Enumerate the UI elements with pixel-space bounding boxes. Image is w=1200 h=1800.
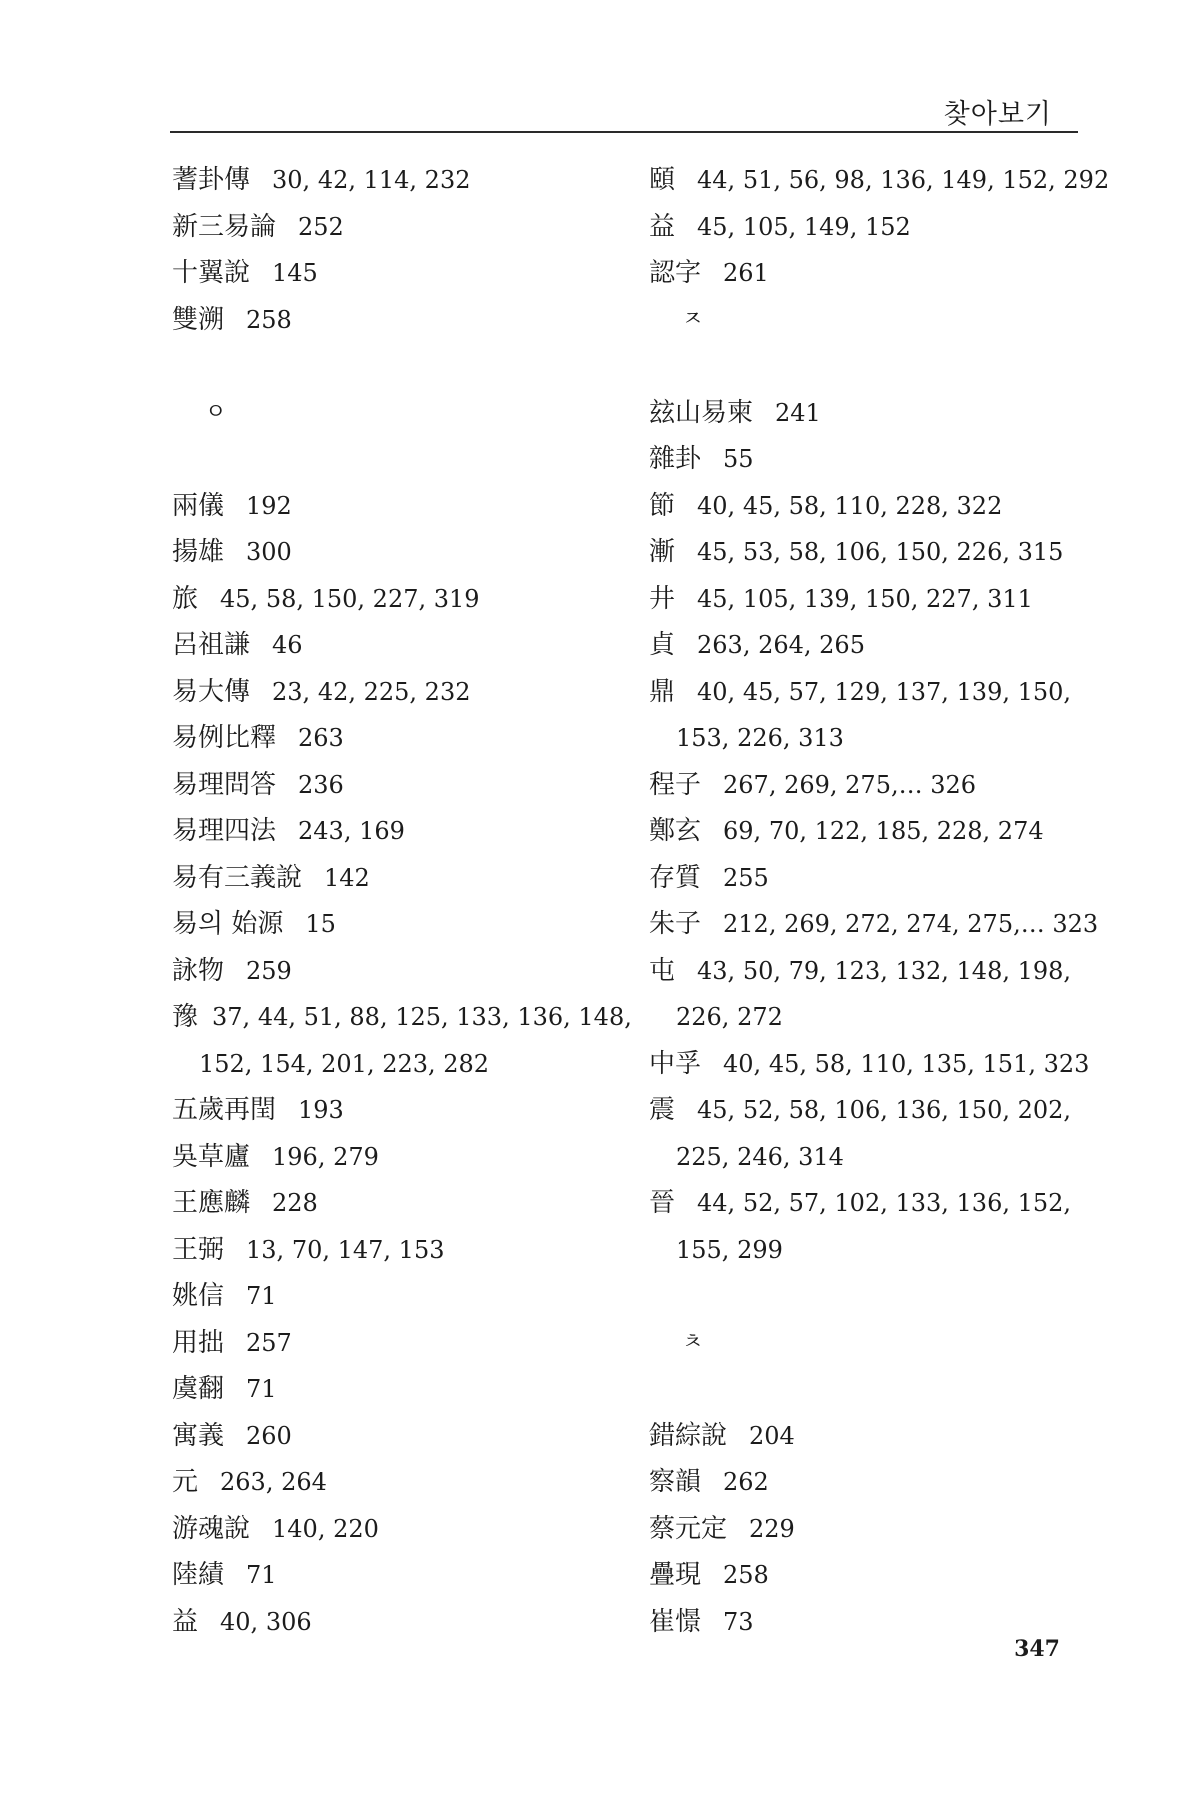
- index-term: 震: [649, 1095, 676, 1125]
- index-pages: 267, 269, 275,… 326: [723, 770, 977, 799]
- index-term: 晉: [649, 1188, 676, 1218]
- index-pages: 73: [723, 1607, 754, 1636]
- index-entry: [172, 297, 622, 344]
- index-pages: 13, 70, 147, 153: [246, 1235, 445, 1264]
- index-entry: [172, 250, 622, 297]
- index-pages: 40, 45, 58, 110, 228, 322: [697, 491, 1003, 520]
- index-entry: [172, 622, 622, 669]
- page-number: 347: [1014, 1636, 1060, 1662]
- index-entry: [649, 669, 1084, 716]
- index-pages: 262: [723, 1468, 769, 1496]
- index-entry: [172, 204, 622, 251]
- index-entry: [649, 855, 1084, 902]
- index-term: 呂祖謙: [172, 630, 251, 660]
- index-entry: [172, 157, 622, 204]
- index-entry: [172, 855, 622, 902]
- index-pages: 192: [246, 491, 292, 520]
- index-term: 兩儀: [172, 490, 225, 521]
- index-entry: [172, 1413, 622, 1460]
- index-entry: [649, 483, 1084, 530]
- index-pages: 43, 50, 79, 123, 132, 148, 198,: [697, 956, 1072, 985]
- index-pages: 196, 279: [272, 1142, 379, 1171]
- index-pages: 212, 269, 272, 274, 275,… 323: [723, 910, 1099, 938]
- header-title: 찾아보기: [943, 99, 1052, 130]
- index-pages: 260: [246, 1421, 292, 1450]
- index-pages: 15: [305, 910, 336, 938]
- index-entry-continuation: 155, 299: [676, 1235, 783, 1264]
- index-pages: 145: [272, 259, 318, 287]
- index-pages: 258: [723, 1561, 769, 1589]
- index-pages: 45, 105, 139, 150, 227, 311: [697, 584, 1033, 613]
- index-term: 玆山易柬: [649, 397, 754, 428]
- index-entry: [172, 529, 622, 576]
- index-term: 易理四法: [172, 816, 277, 846]
- index-pages: 30, 42, 114, 232: [272, 166, 471, 194]
- index-term: 王弼: [172, 1234, 225, 1265]
- index-term: 豫: [172, 1002, 199, 1032]
- index-term: 王應麟: [172, 1188, 251, 1218]
- index-entry-continuation: 225, 246, 314: [676, 1142, 844, 1171]
- index-term: 蔡元定: [649, 1513, 728, 1544]
- index-term: 雙溯: [172, 304, 225, 335]
- index-term: 易有三義說: [172, 862, 303, 893]
- index-term: 程子: [649, 769, 702, 800]
- index-pages: 40, 45, 58, 110, 135, 151, 323: [723, 1049, 1090, 1078]
- spacer: [172, 343, 622, 390]
- index-pages: 252: [298, 212, 344, 241]
- index-term: 鄭玄: [649, 816, 702, 846]
- index-entry: [172, 483, 622, 530]
- index-entry: [172, 1180, 622, 1227]
- index-term: 游魂說: [172, 1513, 251, 1544]
- index-term: 易大傳: [172, 676, 251, 707]
- index-entry: [172, 808, 622, 855]
- index-entry: [649, 204, 1084, 251]
- index-term: 吳草廬: [172, 1141, 251, 1172]
- index-term: 虞翻: [172, 1374, 225, 1404]
- index-pages: 229: [749, 1514, 795, 1543]
- index-term: 中孚: [649, 1048, 702, 1079]
- index-pages: 236: [298, 770, 344, 799]
- section-heading: ㅈ: [682, 306, 704, 332]
- index-pages: 258: [246, 305, 292, 334]
- index-entry: [172, 1459, 622, 1506]
- index-term: 五歲再閏: [172, 1095, 277, 1125]
- index-pages: 243, 169: [298, 817, 405, 845]
- index-term: 詠物: [172, 955, 225, 986]
- index-term: 錯綜說: [649, 1420, 728, 1451]
- index-term: 貞: [649, 630, 676, 660]
- spacer: [649, 343, 1084, 390]
- index-pages: 142: [324, 863, 370, 892]
- index-entry: [649, 762, 1084, 809]
- index-term: 旅: [172, 583, 199, 614]
- index-entry: [649, 1413, 1084, 1460]
- index-pages: 44, 51, 56, 98, 136, 149, 152, 292: [697, 166, 1110, 194]
- index-pages: 23, 42, 225, 232: [272, 677, 471, 706]
- index-pages: 69, 70, 122, 185, 228, 274: [723, 817, 1044, 845]
- index-entry: [172, 1552, 622, 1599]
- index-entry: [649, 808, 1084, 855]
- header-rule: [170, 131, 1078, 133]
- index-pages: 140, 220: [272, 1514, 379, 1543]
- index-entry: [172, 1320, 622, 1367]
- index-entry: [172, 1599, 622, 1646]
- index-pages: 45, 58, 150, 227, 319: [220, 584, 480, 613]
- index-pages: 37, 44, 51, 88, 125, 133, 136, 148,: [212, 1003, 632, 1031]
- index-entry: [172, 762, 622, 809]
- index-entry: [172, 715, 622, 762]
- index-pages: 300: [246, 538, 292, 566]
- index-term: 認字: [649, 258, 702, 288]
- index-pages: 257: [246, 1328, 292, 1357]
- index-term: 存質: [649, 862, 702, 893]
- index-pages: 259: [246, 956, 292, 985]
- index-entry: [649, 1180, 1084, 1227]
- index-term: 疊現: [649, 1560, 702, 1590]
- index-pages: 46: [272, 631, 303, 659]
- index-entry: [649, 1087, 1084, 1134]
- index-entry: [172, 669, 622, 716]
- index-term: 陸績: [172, 1560, 225, 1590]
- index-pages: 40, 306: [220, 1607, 312, 1636]
- index-pages: 263, 264: [220, 1468, 327, 1496]
- index-pages: 228: [272, 1189, 318, 1217]
- index-pages: 45, 53, 58, 106, 150, 226, 315: [697, 538, 1064, 566]
- index-pages: 71: [246, 1375, 277, 1403]
- index-entry-continuation: 226, 272: [676, 1003, 783, 1031]
- index-entry: [649, 1552, 1084, 1599]
- index-entry: [172, 1134, 622, 1181]
- index-entry: [172, 1227, 622, 1274]
- index-term: 鼎: [649, 676, 676, 707]
- section-heading: ㅇ: [205, 399, 227, 425]
- index-entry: [172, 1506, 622, 1553]
- index-term: 用拙: [172, 1327, 225, 1358]
- index-entry: [172, 901, 622, 948]
- index-pages: 71: [246, 1282, 277, 1310]
- index-term: 雜卦: [649, 444, 702, 474]
- index-term: 十翼說: [172, 258, 251, 288]
- index-pages: 71: [246, 1561, 277, 1589]
- index-pages: 263, 264, 265: [697, 631, 865, 659]
- index-entry-continuation: 152, 154, 201, 223, 282: [199, 1049, 490, 1078]
- index-term: 易의 始源: [172, 909, 284, 939]
- index-pages: 241: [775, 398, 821, 427]
- spacer: [172, 436, 622, 483]
- index-term: 漸: [649, 537, 676, 567]
- index-column-left: [172, 157, 632, 1645]
- index-term: 節: [649, 490, 676, 521]
- index-pages: 40, 45, 57, 129, 137, 139, 150,: [697, 677, 1072, 706]
- index-column-right: [649, 157, 1110, 1645]
- index-term: 姚信: [172, 1281, 225, 1311]
- index-entry: [649, 901, 1099, 948]
- index-pages: 44, 52, 57, 102, 133, 136, 152,: [697, 1189, 1072, 1217]
- index-pages: 45, 52, 58, 106, 136, 150, 202,: [697, 1096, 1072, 1124]
- index-entry: [649, 436, 1084, 483]
- index-term: 頤: [649, 165, 676, 195]
- index-entry: [649, 948, 1084, 995]
- index-entry: [172, 994, 632, 1041]
- index-term: 崔憬: [649, 1606, 702, 1637]
- index-entry-continuation: 153, 226, 313: [676, 724, 844, 752]
- index-entry: [649, 1041, 1090, 1088]
- index-entry: [172, 1273, 622, 1320]
- index-pages: 45, 105, 149, 152: [697, 212, 911, 241]
- index-term: 益: [172, 1606, 199, 1637]
- index-term: 益: [649, 211, 676, 242]
- index-term: 察韻: [649, 1467, 702, 1497]
- index-term: 元: [172, 1467, 199, 1497]
- index-term: 易例比釋: [172, 723, 277, 753]
- index-entry: [172, 1087, 622, 1134]
- index-pages: 263: [298, 724, 344, 752]
- index-pages: 261: [723, 259, 769, 287]
- index-entry: [172, 576, 622, 623]
- index-term: 新三易論: [172, 211, 277, 242]
- index-entry: [649, 529, 1084, 576]
- index-entry: [649, 622, 1084, 669]
- index-entry: [649, 576, 1084, 623]
- index-term: 揚雄: [172, 537, 225, 567]
- index-pages: 55: [723, 445, 754, 473]
- index-term: 朱子: [649, 909, 702, 939]
- index-entry: [649, 1506, 1084, 1553]
- index-entry: [172, 948, 622, 995]
- index-entry: [649, 250, 1084, 297]
- index-term: 蓍卦傳: [172, 165, 251, 195]
- index-term: 屯: [649, 955, 676, 986]
- index-entry: [172, 1366, 622, 1413]
- index-entry: [649, 157, 1110, 204]
- index-entry: [649, 390, 1084, 437]
- index-pages: 204: [749, 1421, 795, 1450]
- index-pages: 255: [723, 863, 769, 892]
- section-heading: ㅊ: [682, 1329, 704, 1355]
- spacer: [649, 1273, 1084, 1320]
- index-term: 井: [649, 583, 676, 614]
- index-term: 易理問答: [172, 769, 277, 800]
- index-term: 寓義: [172, 1420, 225, 1451]
- spacer: [649, 1366, 1084, 1413]
- index-pages: 193: [298, 1096, 344, 1124]
- index-entry: [649, 1459, 1084, 1506]
